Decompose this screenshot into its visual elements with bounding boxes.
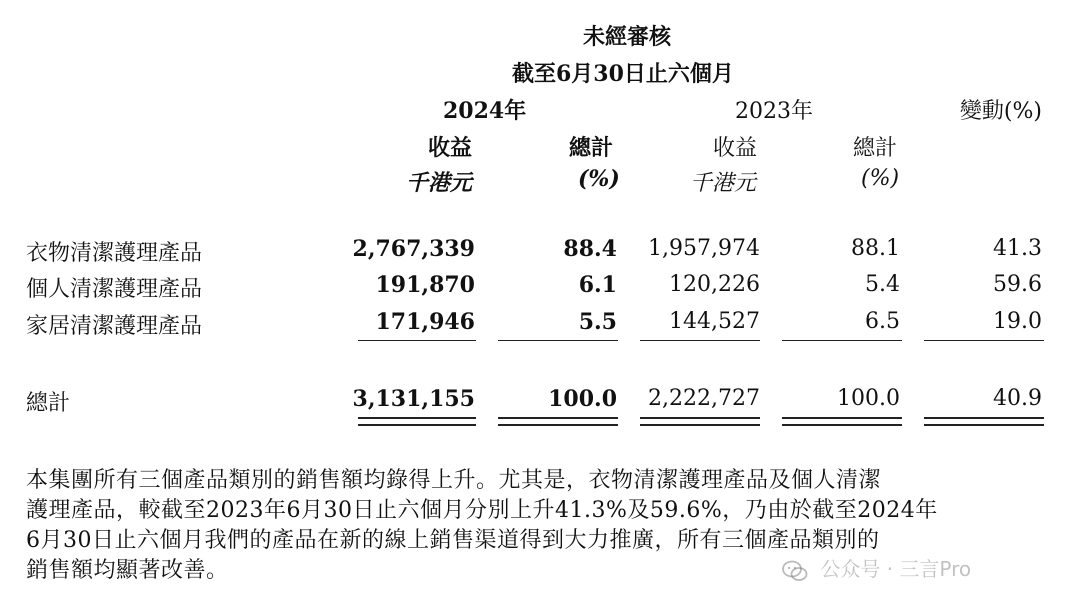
total-rev-2024: 3,131,155 <box>352 386 475 412</box>
change-cell: 41.3 <box>993 236 1042 261</box>
rev-2023-cell: 144,527 <box>669 309 760 334</box>
paragraph-line: 銷售額均顯著改善。 <box>26 558 229 583</box>
paragraph-line: 護理產品，較截至2023年6月30日止六個月分別上升41.3%及59.6%，乃由於截至2024年 <box>26 498 938 523</box>
total-double-rule <box>924 417 1044 426</box>
rev-2023-cell: 120,226 <box>669 272 760 297</box>
audit-status: 未經審核 <box>583 24 672 50</box>
subtotal-rule <box>640 340 760 341</box>
watermark <box>782 553 971 582</box>
paragraph-line: 本集團所有三個產品類別的銷售額均錄得上升。尤其是，衣物清潔護理產品及個人清潔 <box>26 468 882 493</box>
change-cell: 59.6 <box>993 272 1042 297</box>
row-label: 個人清潔護理產品 <box>26 277 203 302</box>
year-2024-heading: 2024年 <box>443 98 527 124</box>
total-pct-2023: 100.0 <box>837 386 900 411</box>
unit-pct-2024: (%) <box>578 166 620 192</box>
total-double-rule <box>358 417 476 426</box>
rev-2024-cell: 191,870 <box>375 272 475 298</box>
row-label: 衣物清潔護理產品 <box>26 241 203 266</box>
pct-2024-cell: 6.1 <box>578 272 617 298</box>
total-rev-2023: 2,222,727 <box>648 386 760 411</box>
subtotal-rule <box>782 340 902 341</box>
paragraph-line: 6月30日止六個月我們的產品在新的線上銷售渠道得到大力推廣，所有三個產品類別的 <box>26 528 880 553</box>
total-label: 總計 <box>26 391 71 416</box>
row-label: 家居清潔護理產品 <box>26 314 203 339</box>
rev-2024-cell: 171,946 <box>375 309 475 335</box>
year-2023-heading: 2023年 <box>735 99 813 124</box>
total-change: 40.9 <box>993 386 1042 411</box>
period-heading: 截至6月30日止六個月 <box>512 61 734 87</box>
unit-hkd-2023: 千港元 <box>690 171 757 196</box>
change-cell: 19.0 <box>993 309 1042 334</box>
revenue-2024-heading: 收益 <box>428 135 473 161</box>
change-heading: 變動(%) <box>959 99 1042 124</box>
watermark-text: 公众号 · 三言Pro <box>820 557 972 581</box>
wechat-icon <box>782 560 808 582</box>
total-double-rule <box>640 417 760 426</box>
total-pct-2024: 100.0 <box>548 386 617 412</box>
subtotal-rule <box>498 340 618 341</box>
unit-hkd-2024: 千港元 <box>406 170 473 196</box>
pct-2023-cell: 88.1 <box>851 236 900 261</box>
total-double-rule <box>782 417 902 426</box>
revenue-2023-heading: 收益 <box>713 136 758 161</box>
pct-2023-cell: 6.5 <box>865 309 900 334</box>
pct-2024-cell: 88.4 <box>563 236 617 262</box>
total-2023-heading: 總計 <box>853 136 898 161</box>
total-2024-heading: 總計 <box>569 135 614 161</box>
subtotal-rule <box>924 340 1044 341</box>
rev-2024-cell: 2,767,339 <box>352 236 475 262</box>
pct-2023-cell: 5.4 <box>865 272 900 297</box>
rev-2023-cell: 1,957,974 <box>648 236 760 261</box>
unit-pct-2023: (%) <box>861 166 900 191</box>
total-double-rule <box>498 417 618 426</box>
subtotal-rule <box>358 340 476 341</box>
pct-2024-cell: 5.5 <box>578 309 617 335</box>
